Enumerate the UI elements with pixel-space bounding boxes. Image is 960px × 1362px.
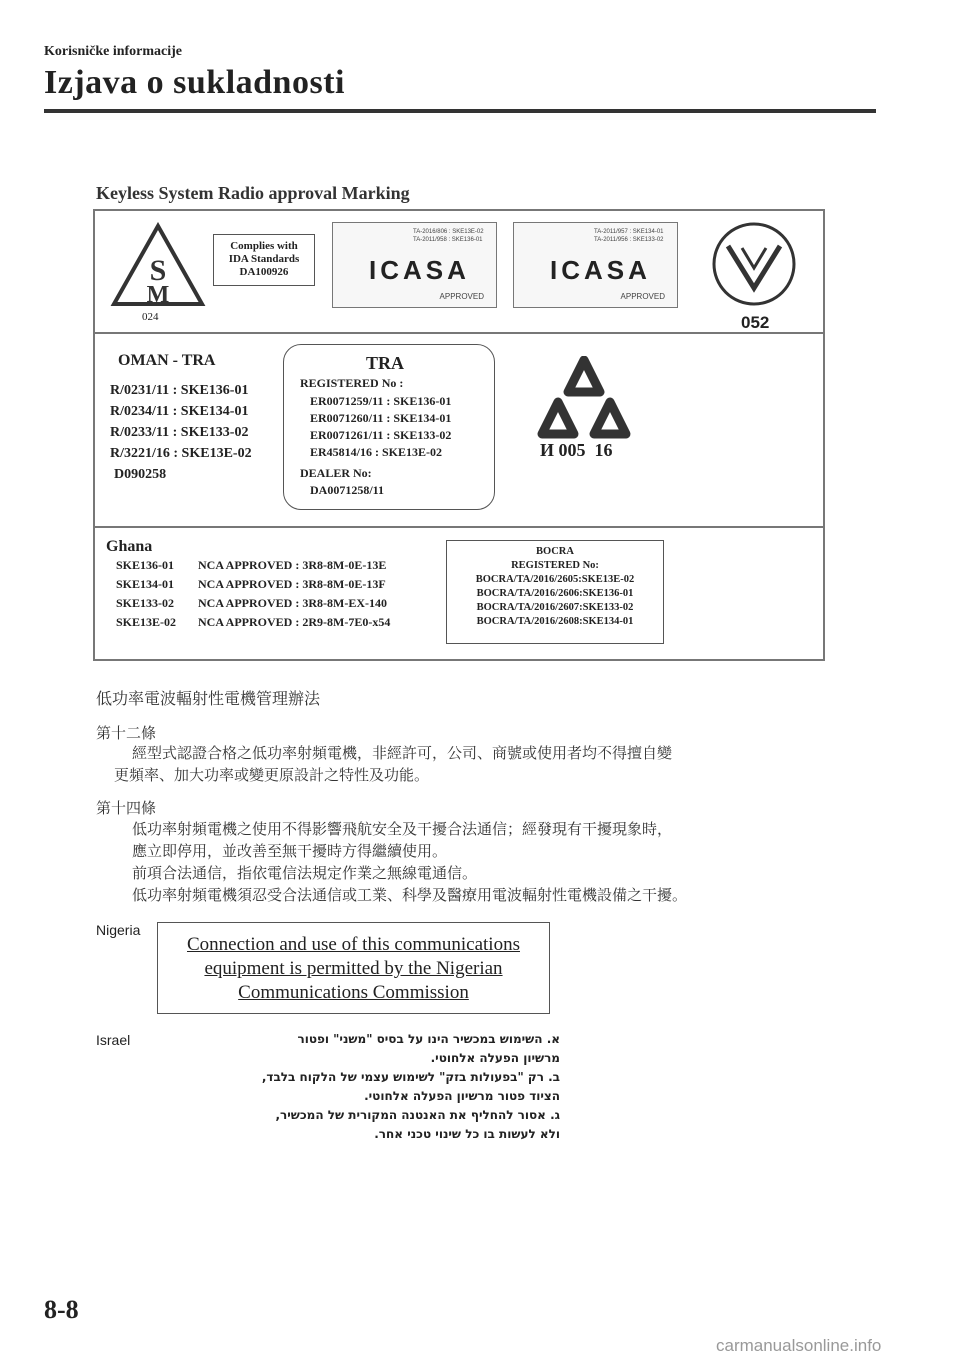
- ghana-row: [116, 594, 390, 613]
- article-14-line: 低功率射頻電機須忍受合法通信或工業、科學及醫療用電波輻射性電機設備之干擾。: [132, 886, 688, 904]
- ghana-model: SKE13E-02: [116, 615, 177, 629]
- israel-line: א. השימוש במכשיר הינו על בסיס "משני" ופטור: [297, 1032, 560, 1046]
- nigeria-notice-box: [157, 922, 550, 1014]
- sm-mark-icon: [110, 222, 206, 310]
- israel-label: Israel: [96, 1032, 131, 1048]
- article-14-line: 低功率射頻電機之使用不得影響飛航安全及干擾合法通信；經發現有干擾現象時，: [132, 820, 673, 838]
- bocra-line: BOCRA/TA/2016/2608:SKE134-01: [476, 616, 634, 627]
- tra-code: ER45814/16 : SKE13E-02: [310, 445, 443, 459]
- ida-line: DA100926: [239, 266, 289, 278]
- article-12-heading: 第十二條: [96, 724, 157, 742]
- icasa-label-2: [513, 222, 678, 308]
- nigeria-line: equipment is permitted by the Nigerian: [204, 958, 503, 979]
- article-12-line: 更頻率、加大功率或變更原設計之特性及功能。: [114, 766, 430, 784]
- panel-divider-2: [93, 526, 825, 528]
- israel-line: מרשיון הפעלה אלחוטי.: [430, 1051, 560, 1065]
- tra-dealer: DEALER No:: [300, 466, 372, 480]
- panel-divider-1: [93, 332, 825, 334]
- svg-text:M: M: [146, 282, 170, 308]
- tra-code: ER0071260/11 : SKE134-01: [310, 411, 452, 425]
- tra-code: ER0071259/11 : SKE136-01: [310, 394, 452, 408]
- oman-code: R/0233/11 : SKE133-02: [110, 425, 249, 440]
- icasa-logo: ICASA: [550, 255, 651, 285]
- tra-title: TRA: [366, 353, 405, 373]
- bocra-line: BOCRA/TA/2016/2607:SKE133-02: [476, 602, 634, 613]
- ida-compliance-box: [213, 234, 315, 286]
- header-divider: [44, 109, 876, 113]
- oman-code: D090258: [114, 467, 167, 482]
- ida-line: Complies with: [230, 240, 298, 252]
- icasa-label-1: [332, 222, 497, 308]
- icasa-line: TA-2016/806 : SKE13E-02: [413, 229, 484, 235]
- ghana-model: SKE133-02: [116, 596, 175, 610]
- tra-codes: [310, 393, 451, 461]
- watermark: carmanualsonline.info: [716, 1336, 882, 1355]
- tra-code: ER0071261/11 : SKE133-02: [310, 428, 452, 442]
- israel-line: ג. אסור להחליף את האנטנה המקורית של המכשיר,: [275, 1108, 560, 1122]
- taiwan-title: 低功率電波輻射性電機管理辦法: [96, 689, 321, 708]
- bocra-line: BOCRA/TA/2016/2605:SKE13E-02: [475, 574, 635, 585]
- article-12-line: 經型式認證合格之低功率射頻電機，非經許可，公司、商號或使用者均不得擅自變: [132, 744, 673, 762]
- ghana-approval: NCA APPROVED : 2R9-8M-7E0-x54: [198, 615, 391, 629]
- oman-codes: [110, 380, 252, 485]
- israel-line: ב. רק "בפעולות בזק" לשימוש עצמי של הלקוח בלבד,: [261, 1070, 560, 1084]
- tra-dealer-code: DA0071258/11: [310, 483, 385, 497]
- tra-registered: REGISTERED No :: [300, 376, 404, 390]
- nigeria-line: Communications Commission: [238, 982, 469, 1003]
- bocra-box: [446, 540, 664, 644]
- ua-mark-code: И 005 16: [540, 440, 613, 460]
- icasa-line: TA-2011/957 : SKE134-01: [594, 229, 664, 235]
- icasa-approved: APPROVED: [439, 292, 484, 301]
- svg-text:S: S: [149, 254, 167, 287]
- tra-box: [283, 344, 495, 510]
- article-14-heading: 第十四條: [96, 799, 157, 817]
- article-14-line: 應立即停用，並改善至無干擾時方得繼續使用。: [132, 842, 448, 860]
- page-number: 8-8: [44, 1295, 79, 1324]
- ghana-approval: NCA APPROVED : 3R8-8M-0E-13E: [198, 558, 387, 572]
- israel-line: הציוד פטור מרשיון הפעלה אלחוטי.: [364, 1089, 560, 1103]
- oman-code: R/0234/11 : SKE134-01: [110, 404, 249, 419]
- oman-code: R/0231/11 : SKE136-01: [110, 383, 249, 398]
- bocra-line: REGISTERED No:: [511, 560, 599, 571]
- ida-line: IDA Standards: [228, 253, 300, 265]
- panel-title: Keyless System Radio approval Marking: [96, 183, 410, 203]
- round-approval-icon: [706, 220, 802, 312]
- icasa-logo: ICASA: [369, 255, 470, 285]
- oman-title: OMAN - TRA: [118, 352, 216, 369]
- icasa-approved: APPROVED: [620, 292, 665, 301]
- sm-code: 024: [142, 311, 159, 323]
- triangle-mark-icon: [534, 356, 634, 442]
- israel-line: ולא לעשות בו כל שינוי טכני אחר.: [374, 1127, 560, 1141]
- round-mark-code: 052: [741, 313, 770, 332]
- icasa-line: TA-2011/956 : SKE133-02: [594, 237, 664, 243]
- ghana-model: SKE134-01: [116, 577, 175, 591]
- ghana-model: SKE136-01: [116, 558, 175, 572]
- nigeria-line: Connection and use of this communications: [187, 934, 520, 955]
- ghana-row: [116, 575, 390, 594]
- ghana-row: [116, 613, 390, 632]
- ghana-approval: NCA APPROVED : 3R8-8M-0E-13F: [198, 577, 386, 591]
- bocra-line: BOCRA: [536, 546, 574, 557]
- page-title: Izjava o sukladnosti: [44, 64, 345, 101]
- icasa-line: TA-2011/958 : SKE136-01: [413, 237, 483, 243]
- ghana-title: Ghana: [106, 538, 153, 555]
- ghana-list: [116, 556, 390, 632]
- nigeria-label: Nigeria: [96, 922, 141, 938]
- ghana-row: [116, 556, 390, 575]
- ghana-approval: NCA APPROVED : 3R8-8M-EX-140: [198, 596, 387, 610]
- article-14-line: 前項合法通信，指依電信法規定作業之無線電通信。: [132, 864, 478, 882]
- bocra-line: BOCRA/TA/2016/2606:SKE136-01: [476, 588, 634, 599]
- section-label: Korisničke informacije: [44, 44, 183, 59]
- oman-code: R/3221/16 : SKE13E-02: [110, 446, 252, 461]
